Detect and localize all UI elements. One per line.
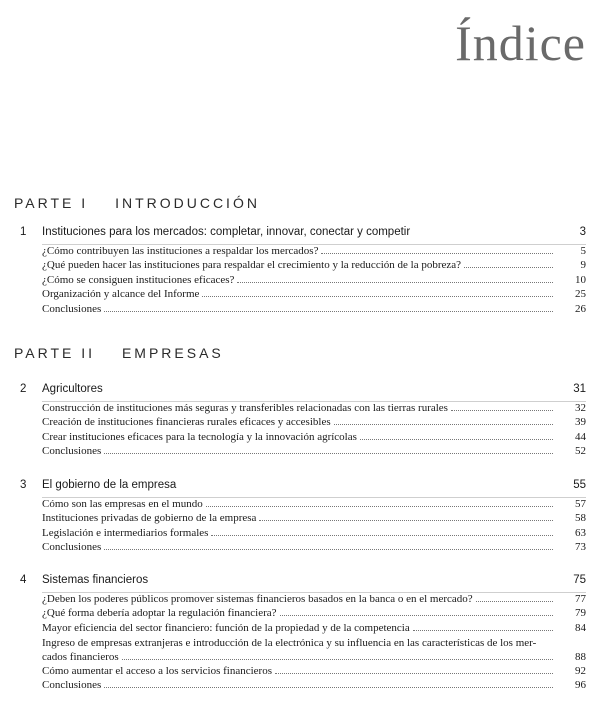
entry-title: Instituciones privadas de gobierno de la empresa	[42, 512, 257, 525]
chapter-title: El gobierno de la empresa	[42, 479, 177, 491]
toc-entry[interactable]	[14, 431, 586, 445]
leader-dots	[237, 282, 553, 283]
entry-title: Mayor eficiencia del sector financiero: función de la propiedad y de la competencia	[42, 621, 410, 634]
page-title: Índice	[455, 15, 586, 71]
leader-dots	[104, 311, 553, 312]
entry-title-continued: cados financieros	[42, 650, 119, 663]
chapter-heading[interactable]	[14, 479, 586, 495]
leader-dots	[122, 659, 553, 660]
toc-entry[interactable]	[14, 593, 586, 607]
entry-page: 88	[575, 650, 586, 663]
entry-page: 73	[575, 541, 586, 554]
toc-entry[interactable]	[14, 274, 586, 288]
chapter-2	[14, 383, 586, 460]
toc-entry[interactable]	[14, 527, 586, 541]
chapter-heading[interactable]	[14, 383, 586, 399]
toc-entry[interactable]	[14, 402, 586, 416]
toc-entry[interactable]	[14, 245, 586, 259]
entry-page: 39	[575, 416, 586, 429]
entry-title: Cómo aumentar el acceso a los servicios financieros	[42, 664, 273, 677]
leader-dots	[280, 615, 553, 616]
chapter-number: 4	[20, 574, 27, 586]
toc-entry[interactable]	[14, 622, 586, 636]
entry-title: Construcción de instituciones más seguras y transferibles relacionadas con las tierras rurales	[42, 402, 448, 414]
entry-page: 5	[580, 245, 586, 257]
chapter-4	[14, 574, 586, 694]
leader-dots	[275, 673, 553, 674]
leader-dots	[259, 520, 553, 521]
leader-dots	[451, 410, 553, 411]
entry-page: 26	[575, 302, 586, 315]
part-name: INTRODUCCIÓN	[115, 195, 260, 211]
toc-entry[interactable]	[14, 445, 586, 459]
part-heading-1	[14, 195, 586, 211]
toc-entry[interactable]	[14, 512, 586, 526]
chapter-1	[14, 226, 586, 317]
entry-title: Conclusiones	[42, 302, 102, 315]
chapter-number: 1	[20, 226, 27, 238]
entry-title: Ingreso de empresas extranjeras e introducción de la electrónica y su influencia en las características de los mer-	[42, 637, 537, 650]
entry-title: Creación de instituciones financieras rurales eficaces y accesibles	[42, 416, 331, 429]
entry-title: ¿Qué pueden hacer las instituciones para respaldar el crecimiento y la reducción de la pobreza?	[42, 259, 462, 272]
entry-page: 58	[575, 512, 586, 525]
toc-entry[interactable]	[14, 416, 586, 430]
entry-title: Conclusiones	[42, 541, 102, 554]
entry-page: 25	[575, 288, 586, 301]
chapter-title: Agricultores	[42, 383, 103, 395]
toc-entry[interactable]	[14, 679, 586, 693]
leader-dots	[211, 535, 553, 536]
chapter-page: 75	[573, 574, 586, 586]
chapter-number: 2	[20, 383, 27, 395]
part-label: PARTE I	[14, 195, 89, 211]
entry-title: ¿Qué forma debería adoptar la regulación financiera?	[42, 607, 277, 620]
entry-title: Conclusiones	[42, 445, 102, 458]
leader-dots	[360, 439, 553, 440]
chapter-heading[interactable]	[14, 226, 586, 242]
entry-title: Conclusiones	[42, 679, 102, 692]
entry-page: 84	[575, 621, 586, 634]
leader-dots	[104, 453, 553, 454]
leader-dots	[476, 601, 553, 602]
toc-entry[interactable]	[14, 665, 586, 679]
toc-entry[interactable]	[14, 303, 586, 317]
leader-dots	[464, 267, 553, 268]
entry-page: 77	[575, 593, 586, 605]
leader-dots	[202, 296, 553, 297]
leader-dots	[321, 253, 553, 254]
entry-title: ¿Deben los poderes públicos promover sistemas financieros basados en la banca o en el mercado?	[42, 593, 473, 605]
leader-dots	[206, 506, 553, 507]
chapter-number: 3	[20, 479, 27, 491]
entry-page: 79	[575, 607, 586, 620]
chapter-heading[interactable]	[14, 574, 586, 590]
entry-page: 57	[575, 498, 586, 510]
toc-entry[interactable]	[14, 259, 586, 273]
entry-title: ¿Cómo se consiguen instituciones eficaces?	[42, 273, 235, 286]
entry-page: 63	[575, 526, 586, 539]
leader-dots	[104, 549, 553, 550]
part-label: PARTE II	[14, 345, 96, 361]
entry-title: Cómo son las empresas en el mundo	[42, 498, 203, 510]
toc-entry[interactable]	[14, 288, 586, 302]
chapter-title: Sistemas financieros	[42, 574, 149, 586]
toc-entry[interactable]	[14, 498, 586, 512]
entry-page: 32	[575, 402, 586, 414]
entry-page: 92	[575, 664, 586, 677]
leader-dots	[413, 630, 553, 631]
entry-title: Organización y alcance del Informe	[42, 288, 200, 301]
toc-entry[interactable]	[14, 541, 586, 555]
chapter-page: 31	[573, 383, 586, 395]
entry-page: 44	[575, 430, 586, 443]
entry-title: Legislación e intermediarios formales	[42, 526, 209, 539]
chapter-page: 55	[573, 479, 586, 491]
entry-page: 9	[580, 259, 586, 272]
entry-title: ¿Cómo contribuyen las instituciones a respaldar los mercados?	[42, 245, 319, 257]
entry-page: 96	[575, 679, 586, 692]
chapter-page: 3	[579, 226, 586, 238]
leader-dots	[104, 687, 553, 688]
entry-page: 52	[575, 445, 586, 458]
toc-entry[interactable]	[14, 607, 586, 621]
entry-page: 10	[575, 273, 586, 286]
toc-entry[interactable]	[14, 636, 586, 665]
part-name: EMPRESAS	[121, 345, 224, 361]
chapter-title: Instituciones para los mercados: completar, innovar, conectar y competir	[42, 226, 411, 238]
entry-title: Crear instituciones eficaces para la tecnología y la innovación agrícolas	[42, 430, 357, 443]
leader-dots	[334, 424, 553, 425]
part-heading-2	[14, 345, 586, 361]
chapter-3	[14, 479, 586, 556]
